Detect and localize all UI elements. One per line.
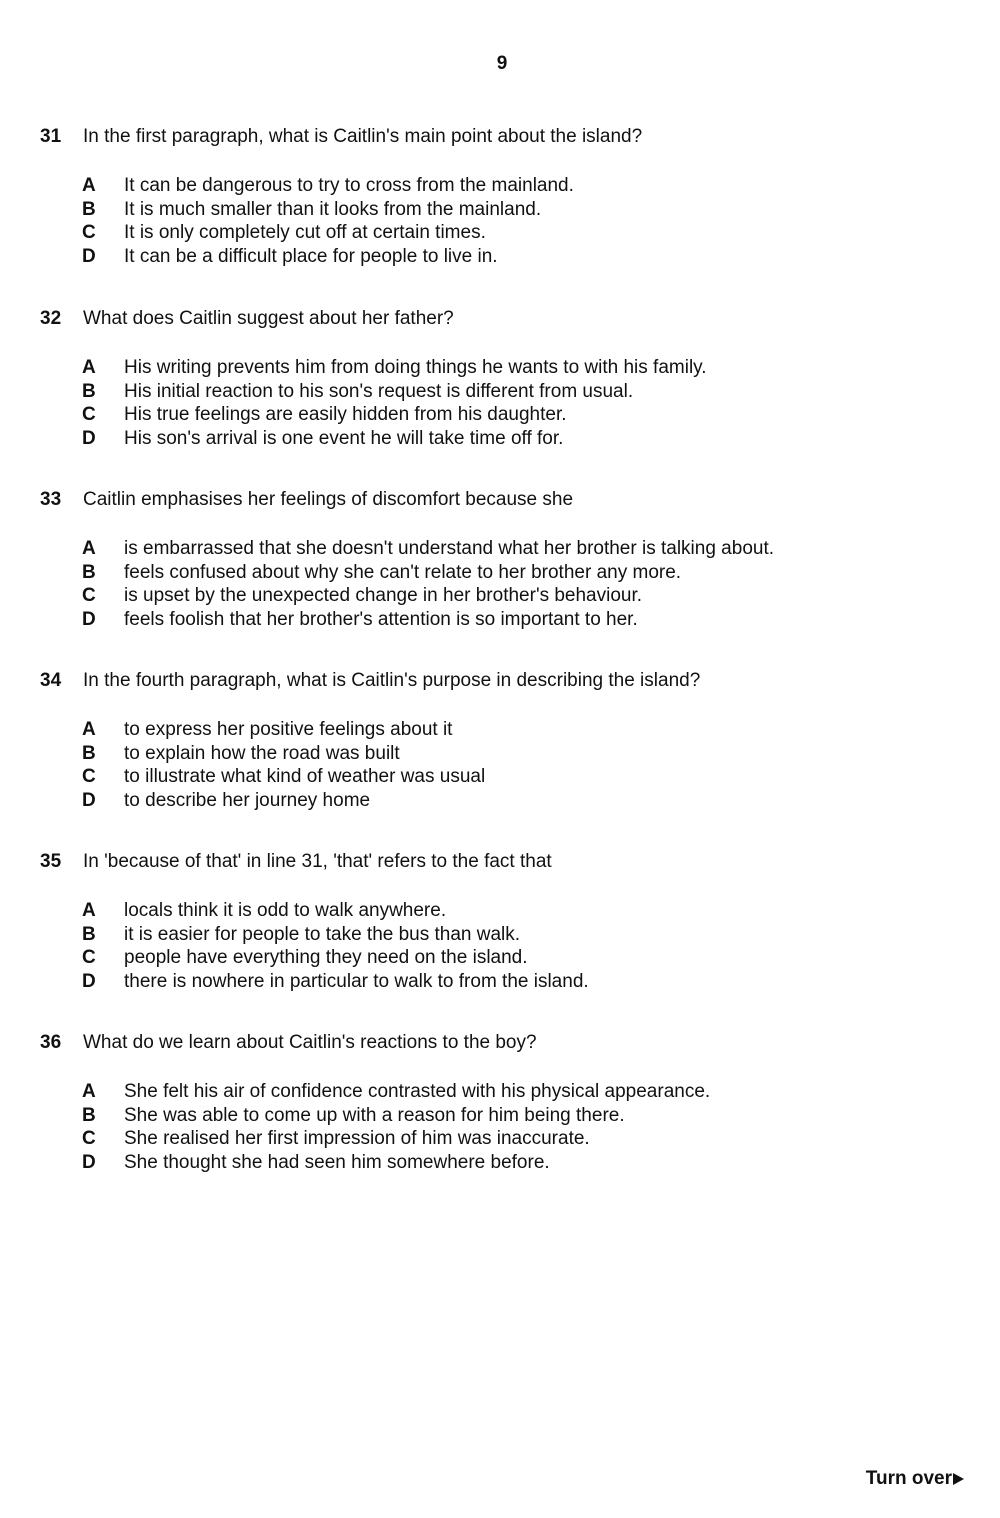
question-number: 35 [40, 851, 62, 872]
option-letter: D [82, 427, 96, 449]
option-letter: C [82, 1128, 96, 1149]
option-text: It is only completely cut off at certain times. [124, 222, 486, 243]
question-text: What do we learn about Caitlin's reactions to the boy? [83, 1032, 537, 1053]
options-list [82, 899, 940, 993]
option-text: His true feelings are easily hidden from his daughter. [124, 404, 567, 425]
question-number: 36 [40, 1032, 62, 1053]
option-d [82, 970, 940, 994]
option-letter: C [82, 222, 96, 243]
page-number: 9 [496, 53, 508, 74]
option-text: She was able to come up with a reason for him being there. [124, 1104, 625, 1126]
question-35 [40, 850, 940, 993]
question-36 [40, 1031, 940, 1174]
option-letter: C [82, 585, 96, 606]
option-c [82, 946, 940, 970]
option-text: She felt his air of confidence contrasted with his physical appearance. [124, 1081, 711, 1102]
question-stem [40, 669, 940, 693]
option-letter: A [82, 357, 96, 378]
question-32 [40, 307, 940, 450]
option-d [82, 1151, 940, 1175]
option-text: She thought she had seen him somewhere before. [124, 1151, 550, 1173]
option-b [82, 380, 940, 404]
option-text: people have everything they need on the island. [124, 947, 528, 968]
option-d [82, 427, 940, 451]
question-text: Caitlin emphasises her feelings of discomfort because she [83, 489, 574, 510]
question-stem [40, 125, 940, 149]
option-text: is embarrassed that she doesn't understand what her brother is talking about. [124, 538, 775, 559]
option-letter: A [82, 538, 96, 559]
question-text: In the fourth paragraph, what is Caitlin's purpose in describing the island? [83, 670, 701, 691]
option-letter: B [82, 561, 96, 583]
turn-over-footer [866, 1467, 964, 1491]
option-letter: D [82, 608, 96, 630]
option-text: to express her positive feelings about it [124, 719, 453, 740]
option-letter: D [82, 1151, 96, 1173]
option-letter: B [82, 380, 96, 402]
option-a [82, 537, 940, 561]
option-c [82, 221, 940, 245]
option-letter: C [82, 947, 96, 968]
option-letter: D [82, 789, 96, 811]
option-b [82, 561, 940, 585]
option-text: His son's arrival is one event he will take time off for. [124, 427, 564, 449]
option-text: It is much smaller than it looks from the mainland. [124, 198, 542, 220]
option-letter: B [82, 742, 96, 764]
option-letter: B [82, 923, 96, 945]
option-c [82, 765, 940, 789]
option-d [82, 245, 940, 269]
option-letter: D [82, 245, 96, 267]
question-31 [40, 125, 940, 268]
question-stem [40, 1031, 940, 1055]
question-number: 31 [40, 126, 62, 147]
option-text: It can be dangerous to try to cross from the mainland. [124, 175, 574, 196]
option-text: His writing prevents him from doing things he wants to with his family. [124, 357, 707, 378]
option-text: to describe her journey home [124, 789, 371, 811]
option-letter: B [82, 1104, 96, 1126]
question-number: 33 [40, 489, 62, 510]
question-stem [40, 850, 940, 874]
option-letter: C [82, 404, 96, 425]
option-text: there is nowhere in particular to walk to from the island. [124, 970, 589, 992]
option-letter: B [82, 198, 96, 220]
question-number: 32 [40, 308, 62, 329]
question-stem [40, 307, 940, 331]
options-list [82, 718, 940, 812]
option-c [82, 1127, 940, 1151]
option-c [82, 584, 940, 608]
turn-over-text: Turn over [865, 1468, 952, 1489]
option-letter: A [82, 175, 96, 196]
option-text: She realised her first impression of him was inaccurate. [124, 1128, 590, 1149]
options-list [82, 537, 940, 631]
option-d [82, 789, 940, 813]
option-text: His initial reaction to his son's request is different from usual. [124, 380, 634, 402]
option-a [82, 174, 940, 198]
option-text: It can be a difficult place for people to live in. [124, 245, 498, 267]
question-text: In 'because of that' in line 31, 'that' refers to the fact that [83, 851, 552, 872]
option-letter: C [82, 766, 96, 787]
question-33 [40, 488, 940, 631]
option-letter: D [82, 970, 96, 992]
option-letter: A [82, 900, 96, 921]
option-a [82, 1080, 940, 1104]
option-b [82, 1104, 940, 1128]
option-text: locals think it is odd to walk anywhere. [124, 900, 447, 921]
option-c [82, 403, 940, 427]
option-letter: A [82, 719, 96, 740]
options-list [82, 174, 940, 268]
question-text: In the first paragraph, what is Caitlin's main point about the island? [83, 126, 643, 147]
play-arrow-icon [953, 1473, 964, 1485]
option-text: is upset by the unexpected change in her brother's behaviour. [124, 585, 643, 606]
question-text: What does Caitlin suggest about her father? [83, 308, 454, 329]
option-text: it is easier for people to take the bus than walk. [124, 923, 521, 945]
options-list [82, 356, 940, 450]
option-a [82, 718, 940, 742]
option-text: feels confused about why she can't relate to her brother any more. [124, 561, 682, 583]
question-number: 34 [40, 670, 62, 691]
option-b [82, 198, 940, 222]
question-34 [40, 669, 940, 812]
option-d [82, 608, 940, 632]
option-b [82, 742, 940, 766]
option-a [82, 899, 940, 923]
option-a [82, 356, 940, 380]
option-b [82, 923, 940, 947]
option-letter: A [82, 1081, 96, 1102]
option-text: to explain how the road was built [124, 742, 400, 764]
question-stem [40, 488, 940, 512]
options-list [82, 1080, 940, 1174]
option-text: feels foolish that her brother's attention is so important to her. [124, 608, 638, 630]
option-text: to illustrate what kind of weather was usual [124, 766, 486, 787]
